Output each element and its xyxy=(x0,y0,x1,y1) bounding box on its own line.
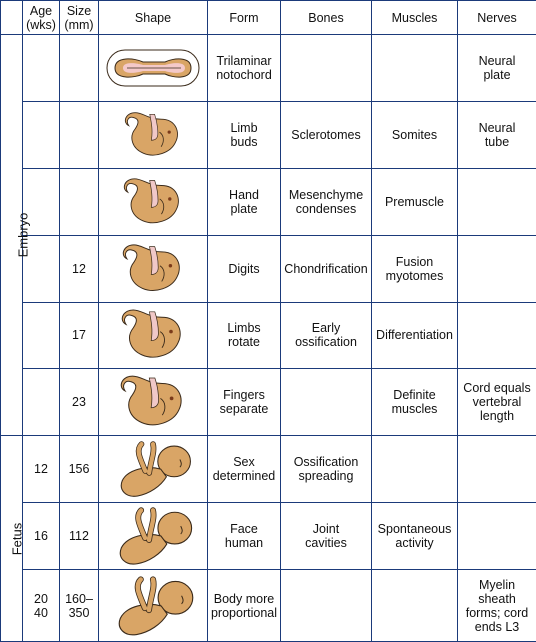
cell-bones xyxy=(281,35,372,102)
cell-muscles xyxy=(372,436,458,503)
cell-size xyxy=(60,35,99,102)
cell-muscles: Fusion myotomes xyxy=(372,235,458,302)
cell-nerves xyxy=(458,235,536,302)
cell-shape xyxy=(99,570,208,642)
embryo-digits-illustration xyxy=(101,239,205,299)
embryo-hand-plate-illustration xyxy=(101,172,205,232)
table-row xyxy=(1,168,536,235)
cell-bones: Chondrification xyxy=(281,235,372,302)
cell-muscles: Spontaneous activity xyxy=(372,503,458,570)
table-row xyxy=(1,436,536,503)
cell-form: Fingers separate xyxy=(208,369,281,436)
cell-form: Trilaminar notochord xyxy=(208,35,281,102)
cell-form: Hand plate xyxy=(208,168,281,235)
cell-size: 12 xyxy=(60,235,99,302)
header-group xyxy=(1,1,23,35)
cell-nerves xyxy=(458,503,536,570)
cell-size: 112 xyxy=(60,503,99,570)
header-nerves: Nerves xyxy=(458,1,536,35)
cell-age: 20 40 xyxy=(23,570,60,642)
cell-size xyxy=(60,168,99,235)
group-label: Embryo xyxy=(15,212,31,258)
cell-nerves xyxy=(458,436,536,503)
cell-bones: Early ossification xyxy=(281,302,372,369)
table-row xyxy=(1,302,536,369)
trilaminar-disc-illustration xyxy=(101,38,205,98)
cell-size: 17 xyxy=(60,302,99,369)
header-bones: Bones xyxy=(281,1,372,35)
cell-shape xyxy=(99,168,208,235)
cell-form: Digits xyxy=(208,235,281,302)
table-row xyxy=(1,503,536,570)
cell-bones: Mesenchyme condenses xyxy=(281,168,372,235)
cell-nerves: Neural tube xyxy=(458,101,536,168)
cell-muscles: Differentiation xyxy=(372,302,458,369)
cell-muscles xyxy=(372,570,458,642)
cell-form: Body more proportional xyxy=(208,570,281,642)
cell-bones: Joint cavities xyxy=(281,503,372,570)
cell-nerves xyxy=(458,302,536,369)
cell-age xyxy=(23,369,60,436)
cell-muscles: Premuscle xyxy=(372,168,458,235)
header-row xyxy=(1,1,536,35)
group-fetus xyxy=(1,436,23,642)
table-row xyxy=(1,235,536,302)
cell-form: Face human xyxy=(208,503,281,570)
cell-form: Sex determined xyxy=(208,436,281,503)
cell-age: 12 xyxy=(23,436,60,503)
cell-muscles: Somites xyxy=(372,101,458,168)
cell-age: 16 xyxy=(23,503,60,570)
cell-form: Limb buds xyxy=(208,101,281,168)
table-row xyxy=(1,101,536,168)
cell-size: 156 xyxy=(60,436,99,503)
cell-shape xyxy=(99,35,208,102)
cell-shape xyxy=(99,503,208,570)
cell-age xyxy=(23,302,60,369)
cell-form: Limbs rotate xyxy=(208,302,281,369)
embryo-limb-buds-illustration xyxy=(101,105,205,165)
cell-shape xyxy=(99,101,208,168)
group-label: Fetus xyxy=(9,522,25,555)
header-size: Size (mm) xyxy=(60,1,99,35)
cell-nerves: Cord equals vertebral length xyxy=(458,369,536,436)
cell-muscles xyxy=(372,35,458,102)
table-row xyxy=(1,369,536,436)
table-row xyxy=(1,570,536,642)
cell-shape xyxy=(99,436,208,503)
fetus-12wk-illustration xyxy=(101,439,205,499)
header-age: Age (wks) xyxy=(23,1,60,35)
cell-age xyxy=(23,35,60,102)
cell-bones xyxy=(281,570,372,642)
table-row xyxy=(1,35,536,102)
cell-muscles: Definite muscles xyxy=(372,369,458,436)
cell-bones xyxy=(281,369,372,436)
header-shape: Shape xyxy=(99,1,208,35)
fetus-16wk-illustration xyxy=(101,506,205,566)
embryo-fingers-separate-illustration xyxy=(101,372,205,432)
header-form: Form xyxy=(208,1,281,35)
cell-size: 160– 350 xyxy=(60,570,99,642)
cell-nerves: Neural plate xyxy=(458,35,536,102)
header-muscles: Muscles xyxy=(372,1,458,35)
fetus-20-40wk-illustration xyxy=(101,576,205,636)
embryo-limbs-rotate-illustration xyxy=(101,305,205,365)
cell-bones: Ossification spreading xyxy=(281,436,372,503)
cell-shape xyxy=(99,369,208,436)
group-embryo xyxy=(1,35,31,436)
cell-age xyxy=(23,101,60,168)
cell-nerves xyxy=(458,168,536,235)
cell-shape xyxy=(99,235,208,302)
cell-shape xyxy=(99,302,208,369)
cell-size: 23 xyxy=(60,369,99,436)
cell-size xyxy=(60,101,99,168)
cell-nerves: Myelin sheath forms; cord ends L3 xyxy=(458,570,536,642)
cell-bones: Sclerotomes xyxy=(281,101,372,168)
